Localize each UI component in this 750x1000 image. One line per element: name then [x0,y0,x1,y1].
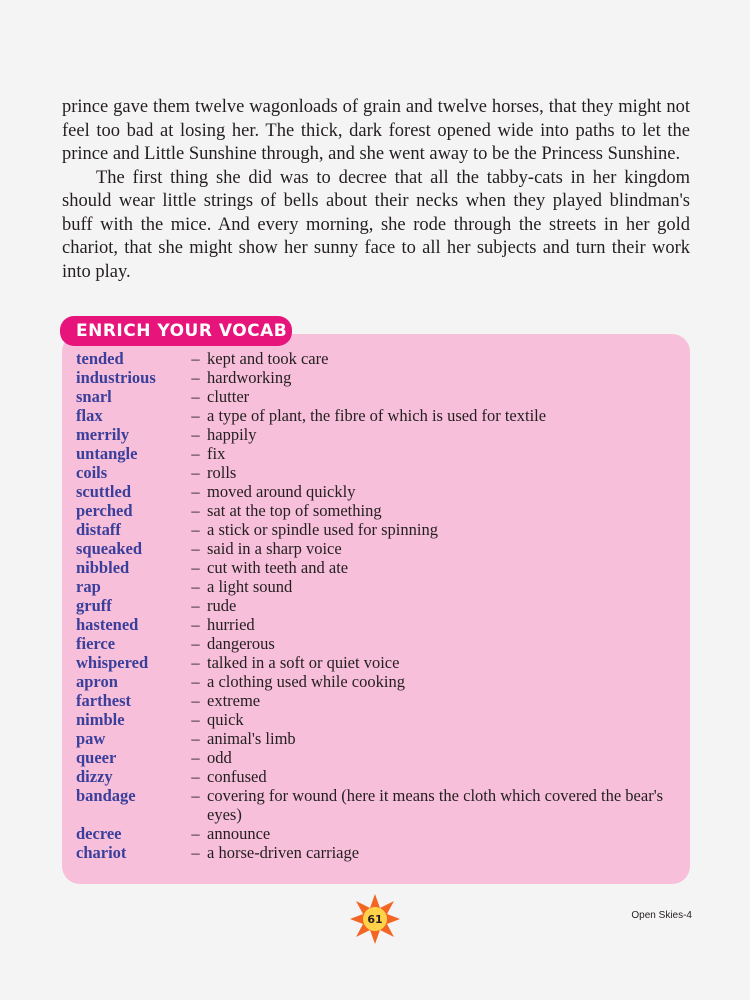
vocab-entry [76,520,676,539]
vocab-word: flax [76,406,103,425]
vocab-entry [76,368,676,387]
vocab-entry [76,596,676,615]
vocab-entry [76,406,676,425]
vocab-meaning: dangerous [207,634,275,653]
vocab-entry [76,615,676,634]
vocab-word: untangle [76,444,138,463]
vocab-dash: – [191,653,200,672]
vocab-meaning: a stick or spindle used for spinning [207,520,438,539]
vocab-entry [76,653,676,672]
vocab-entry [76,558,676,577]
vocab-dash: – [191,444,200,463]
vocab-word: dizzy [76,767,113,786]
story-passage [62,96,690,284]
vocab-word: hastened [76,615,139,634]
vocab-entry [76,463,676,482]
vocab-dash: – [191,710,200,729]
vocab-word: fierce [76,634,116,653]
vocab-meaning: a type of plant, the fibre of which is used for textile [207,406,547,425]
vocab-word: farthest [76,691,131,710]
vocab-entry [76,786,676,824]
vocab-entry [76,729,676,748]
vocab-entry [76,349,676,368]
vocab-word: apron [76,672,118,691]
vocab-meaning: a clothing used while cooking [207,672,405,691]
vocab-dash: – [191,482,200,501]
vocab-meaning: happily [207,425,257,444]
vocab-word: paw [76,729,106,748]
vocab-meaning: sat at the top of something [207,501,382,520]
vocab-word: scuttled [76,482,131,501]
vocab-word: whispered [76,653,149,672]
vocab-word: bandage [76,786,136,805]
vocab-entry [76,672,676,691]
vocab-meaning: cut with teeth and ate [207,558,349,577]
vocab-dash: – [191,748,200,767]
vocab-meaning: rude [207,596,237,615]
vocab-meaning: said in a sharp voice [207,539,342,558]
vocab-entry [76,691,676,710]
vocab-word: squeaked [76,539,143,558]
vocab-meaning: hurried [207,615,255,634]
vocab-entry [76,748,676,767]
vocab-word: merrily [76,425,130,444]
vocab-word: decree [76,824,122,843]
vocab-dash: – [191,824,200,843]
vocab-dash: – [191,368,200,387]
vocab-word: coils [76,463,108,482]
vocab-dash: – [191,672,200,691]
passage-paragraph-2: The first thing she did was to decree that all the tabby-cats in her kingdom should wear little strings of bells about their necks when they played blindman's buff with the mice. And every morning, she rode through the streets in her gold chariot, that she might show her sunny face to all her subjects and turn their work into play. [62,167,690,282]
vocab-meaning: confused [207,767,267,786]
vocab-dash: – [191,520,200,539]
vocab-entry [76,482,676,501]
vocab-entry [76,387,676,406]
vocab-word: nimble [76,710,125,729]
vocab-entry [76,425,676,444]
page-number: 61 [367,912,383,926]
vocab-heading: ENRICH YOUR VOCAB [60,316,292,346]
vocab-dash: – [191,634,200,653]
vocab-dash: – [191,843,200,862]
vocab-dash: – [191,349,200,368]
vocab-dash: – [191,425,200,444]
vocab-meaning: talked in a soft or quiet voice [207,653,400,672]
vocab-meaning: moved around quickly [207,482,356,501]
vocab-dash: – [191,615,200,634]
vocab-entry [76,843,676,862]
vocab-meaning: announce [207,824,271,843]
vocab-dash: – [191,406,200,425]
vocab-entry [76,634,676,653]
vocab-word: chariot [76,843,127,862]
vocab-word: gruff [76,596,112,615]
vocab-dash: – [191,463,200,482]
vocab-meaning: hardworking [207,368,292,387]
vocab-entry [76,577,676,596]
vocab-meaning: quick [207,710,244,729]
vocab-meaning: kept and took care [207,349,329,368]
vocab-meaning: a horse-driven carriage [207,843,360,862]
vocab-meaning: fix [207,444,226,463]
book-title: Open Skies-4 [631,910,692,921]
vocab-entry [76,444,676,463]
vocab-word: queer [76,748,117,767]
vocab-dash: – [191,577,200,596]
passage-paragraph-1: prince gave them twelve wagonloads of grain and twelve horses, that they might not feel too bad at losing her. The thick, dark forest opened wide into paths to let the prince and Little Sunshine through, and she went away to be the Princess Sunshine. [62,97,690,164]
vocab-word: distaff [76,520,121,539]
vocab-word: snarl [76,387,112,406]
vocab-word: tended [76,349,124,368]
vocab-entry [76,539,676,558]
vocab-entry [76,710,676,729]
vocab-dash: – [191,539,200,558]
vocab-entry [76,824,676,843]
vocab-dash: – [191,729,200,748]
vocab-meaning: animal's limb [207,729,296,748]
vocab-list [76,349,676,862]
vocab-entry [76,501,676,520]
vocab-word: rap [76,577,101,596]
vocab-dash: – [191,501,200,520]
vocab-dash: – [191,558,200,577]
vocab-meaning: odd [207,748,232,767]
vocab-meaning: extreme [207,691,261,710]
vocab-entry [76,767,676,786]
vocab-meaning: covering for wound (here it means the cloth which covered the bear's eyes) [207,786,664,824]
vocab-dash: – [191,691,200,710]
vocab-meaning: a light sound [207,577,293,596]
vocab-meaning: rolls [207,463,237,482]
vocab-word: industrious [76,368,156,387]
vocab-meaning: clutter [207,387,250,406]
vocab-dash: – [191,786,200,805]
vocab-word: perched [76,501,133,520]
vocab-dash: – [191,387,200,406]
vocab-dash: – [191,596,200,615]
vocab-word: nibbled [76,558,130,577]
vocab-dash: – [191,767,200,786]
